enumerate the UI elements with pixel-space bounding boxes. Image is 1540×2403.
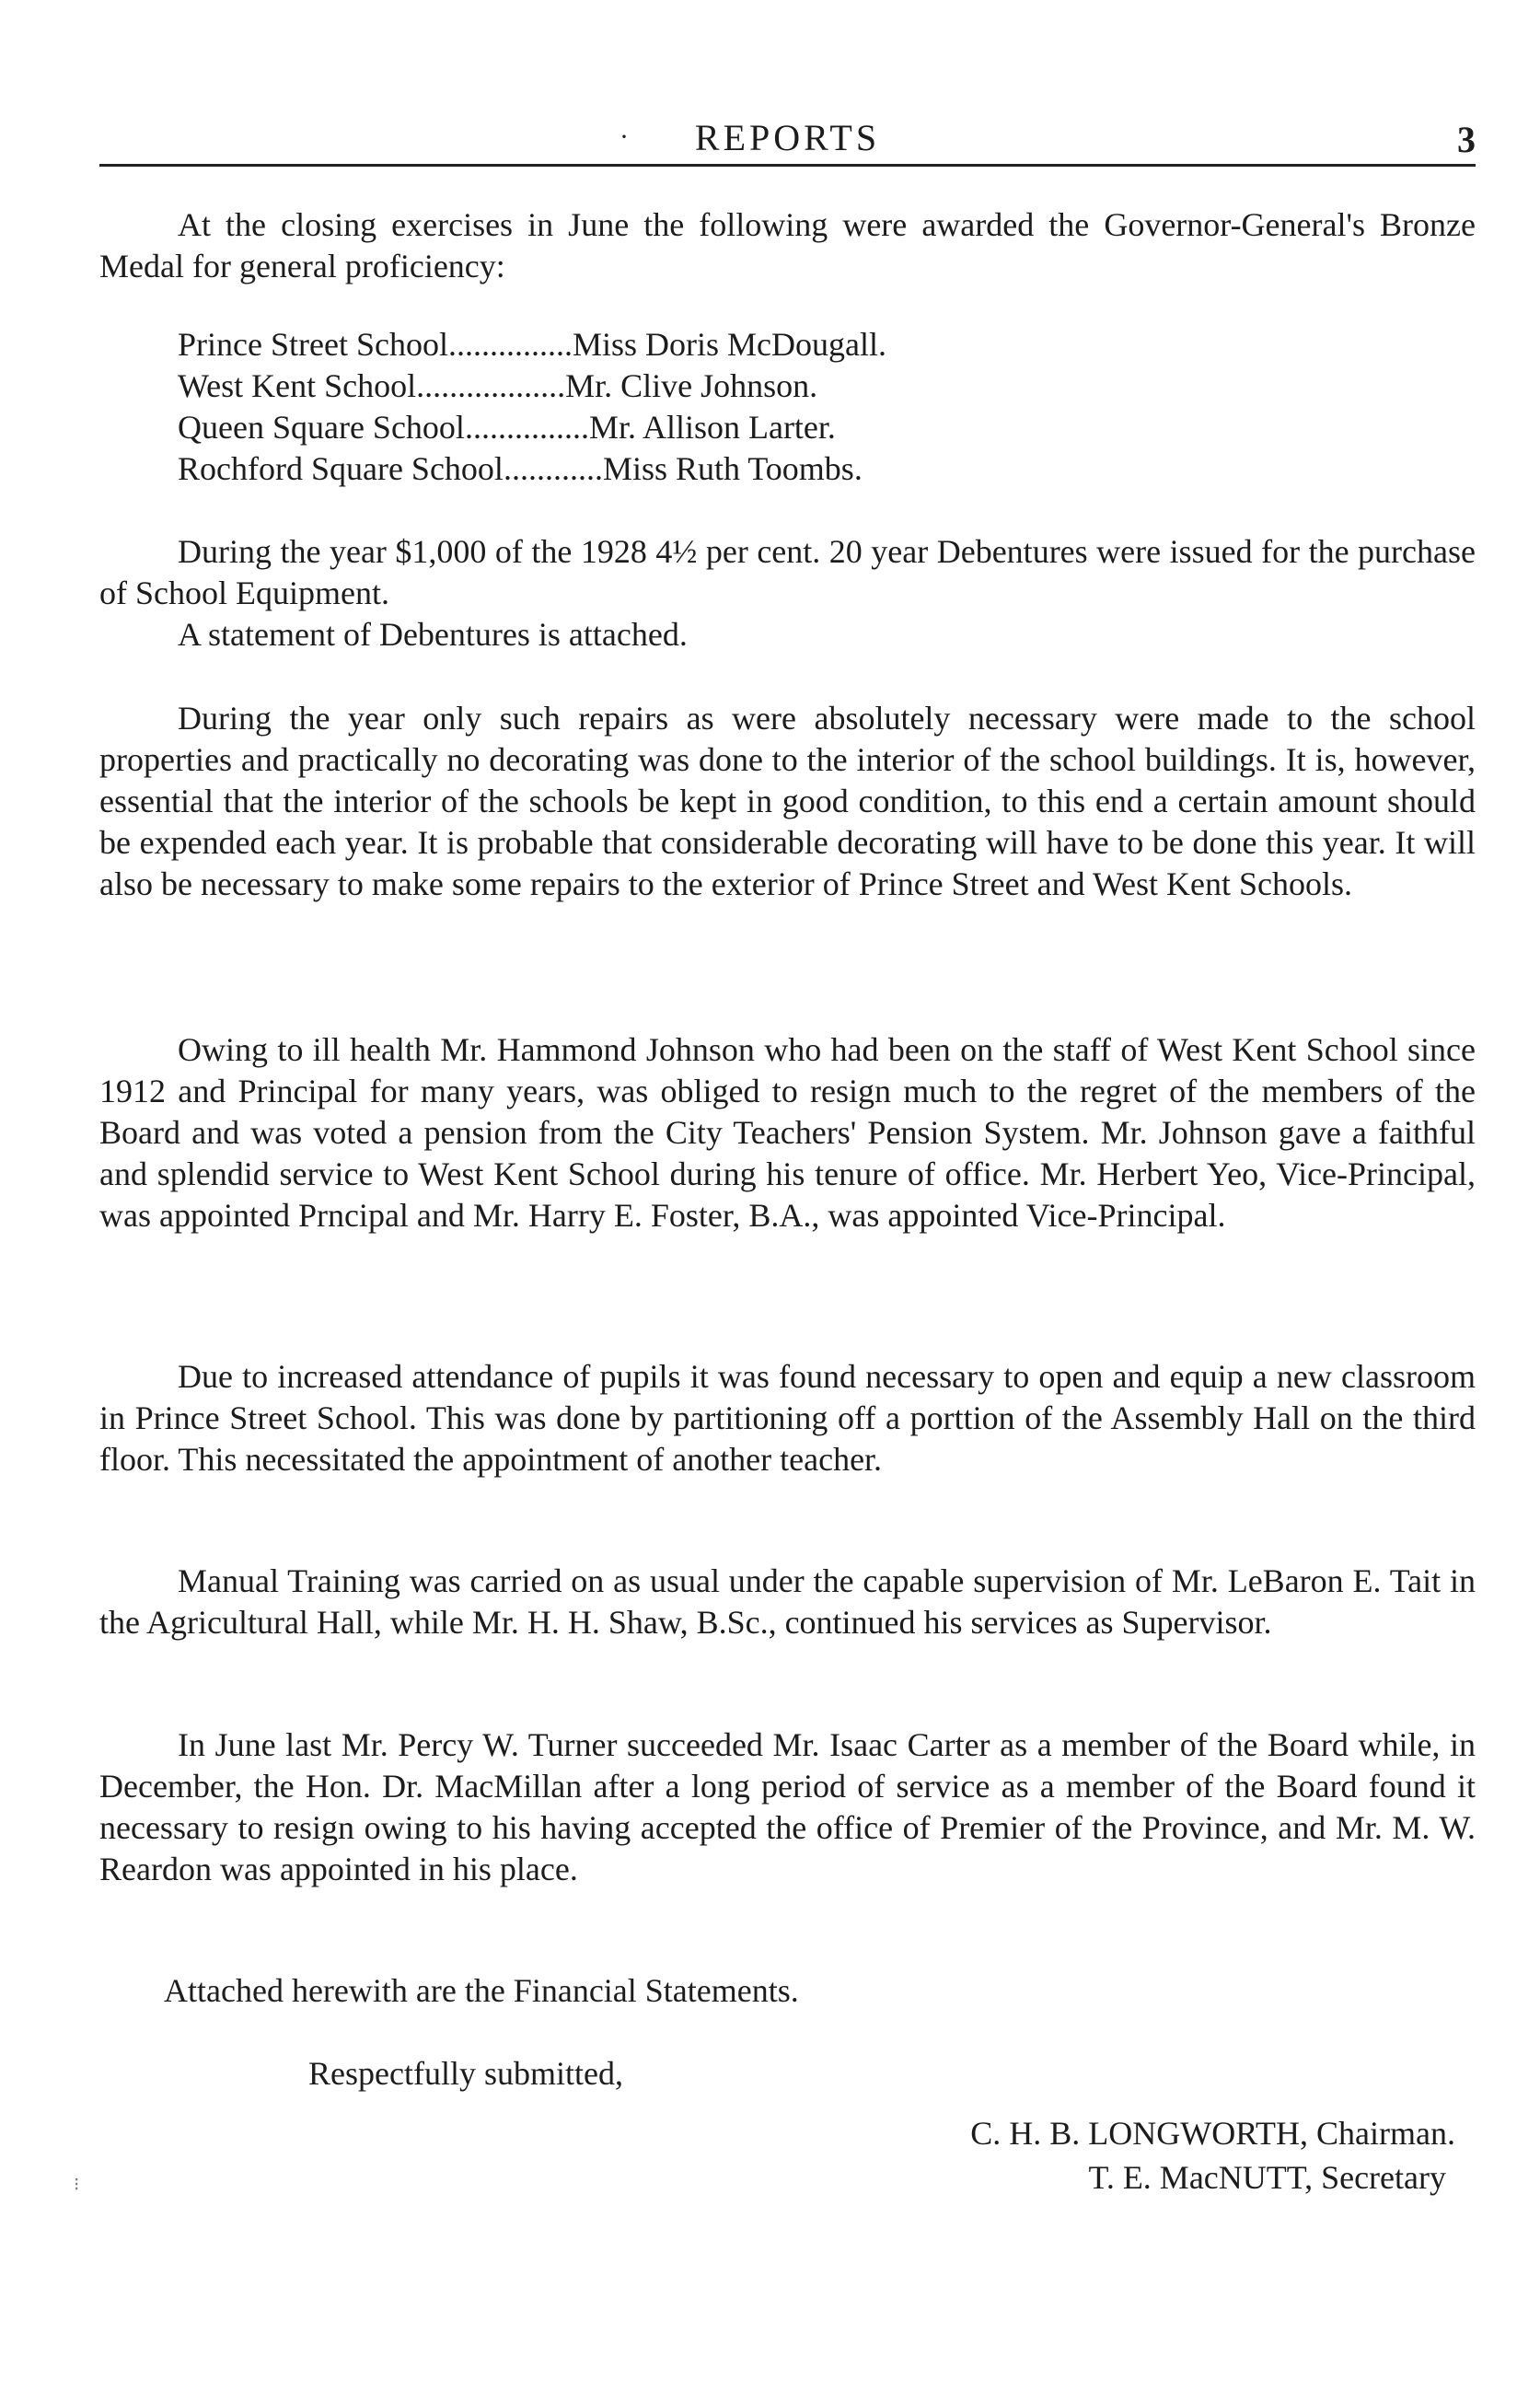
award-recipient: Miss Ruth Toombs. [602, 450, 863, 487]
award-leader-dots: ............ [503, 450, 603, 487]
page-header [99, 109, 1476, 167]
repairs-paragraph: During the year only such repairs as were absolutely necessary were made to the school properties and practically no decorating was done to the interior of the school buildings. It is, however, essential that the interior of the schools be kept in good condition, to this end a certain amount should be expended each year. It is probable that considerable decorating will have to be done this year. It will also be necessary to make some repairs to the exterior of Prince Street and West Kent Schools. [99, 700, 1476, 902]
award-school: West Kent School [178, 367, 417, 404]
johnson-paragraph: Owing to ill health Mr. Hammond Johnson who had been on the staff of West Kent School since 1912 and Principal for many years, was obliged to resign much to the regret of the members of the Board and was voted a pension from the City Teachers' Pension System. Mr. Johnson gave a faithful and splendid service to West Kent School during his tenure of office. Mr. Herbert Yeo, Vice-Principal, was appointed Prncipal and Mr. Harry E. Foster, B.A., was appointed Vice-Principal. [99, 1031, 1476, 1234]
debentures-statement: A statement of Debentures is attached. [178, 616, 688, 653]
award-recipient: Mr. Allison Larter. [588, 409, 836, 446]
award-row [178, 448, 1282, 490]
award-recipient: Mr. Clive Johnson. [565, 367, 818, 404]
awards-list [178, 324, 1282, 490]
johnson-section [99, 1029, 1476, 1236]
signature-chairman: C. H. B. LONGWORTH, Chairman. [970, 2115, 1455, 2152]
debentures-paragraph: During the year $1,000 of the 1928 4½ per cent. 20 year Debentures were issued for the purchase of School Equipment. [99, 533, 1476, 611]
board-changes-paragraph: In June last Mr. Percy W. Turner succeeded Mr. Isaac Carter as a member of the Board while, in December, the Hon. Dr. MacMillan after a long period of service as a member of the Board found it necessary to resign owing to his having accepted the office of Premier of the Province, and Mr. M. W. Reardon was appointed in his place. [99, 1726, 1476, 1887]
page-title: REPORTS [694, 117, 881, 158]
signature-secretary: T. E. MacNUTT, Secretary [1088, 2159, 1446, 2196]
closing-respectfully: Respectfully submitted, [308, 2055, 623, 2092]
margin-mark: ⁝ [74, 2175, 80, 2195]
attached-paragraph: Attached herewith are the Financial Statements. [164, 1972, 799, 2009]
award-row [178, 407, 1282, 448]
award-leader-dots: ............... [464, 409, 589, 446]
manual-training-section [99, 1561, 1476, 1643]
award-school: Queen Square School [178, 409, 465, 446]
award-leader-dots: .................. [416, 367, 566, 404]
board-changes-section [99, 1724, 1476, 1890]
award-row [178, 366, 1282, 407]
repairs-section [99, 698, 1476, 905]
award-school: Prince Street School [178, 326, 448, 363]
classroom-paragraph: Due to increased attendance of pupils it was found necessary to open and equip a new classroom in Prince Street School. This was done by partitioning off a porttion of the Assembly Hall on the third floor. This necessitated the appointment of another teacher. [99, 1358, 1476, 1478]
header-dot: · [619, 122, 629, 152]
manual-training-paragraph: Manual Training was carried on as usual under the capable supervision of Mr. LeBaron E. Tait in the Agricultural Hall, while Mr. H. H. Shaw, B.Sc., continued his services as Supervisor. [99, 1562, 1476, 1641]
classroom-section [99, 1356, 1476, 1480]
award-recipient: Miss Doris McDougall. [572, 326, 886, 363]
debentures-section [99, 531, 1476, 656]
page-number: 3 [1457, 119, 1476, 160]
intro-section [99, 204, 1476, 287]
intro-paragraph: At the closing exercises in June the following were awarded the Governor-General's Bronze Medal for general proficiency: [99, 206, 1476, 284]
award-leader-dots: ............... [447, 326, 573, 363]
award-school: Rochford Square School [178, 450, 504, 487]
award-row [178, 324, 1282, 366]
attached-section [99, 1970, 1476, 2012]
